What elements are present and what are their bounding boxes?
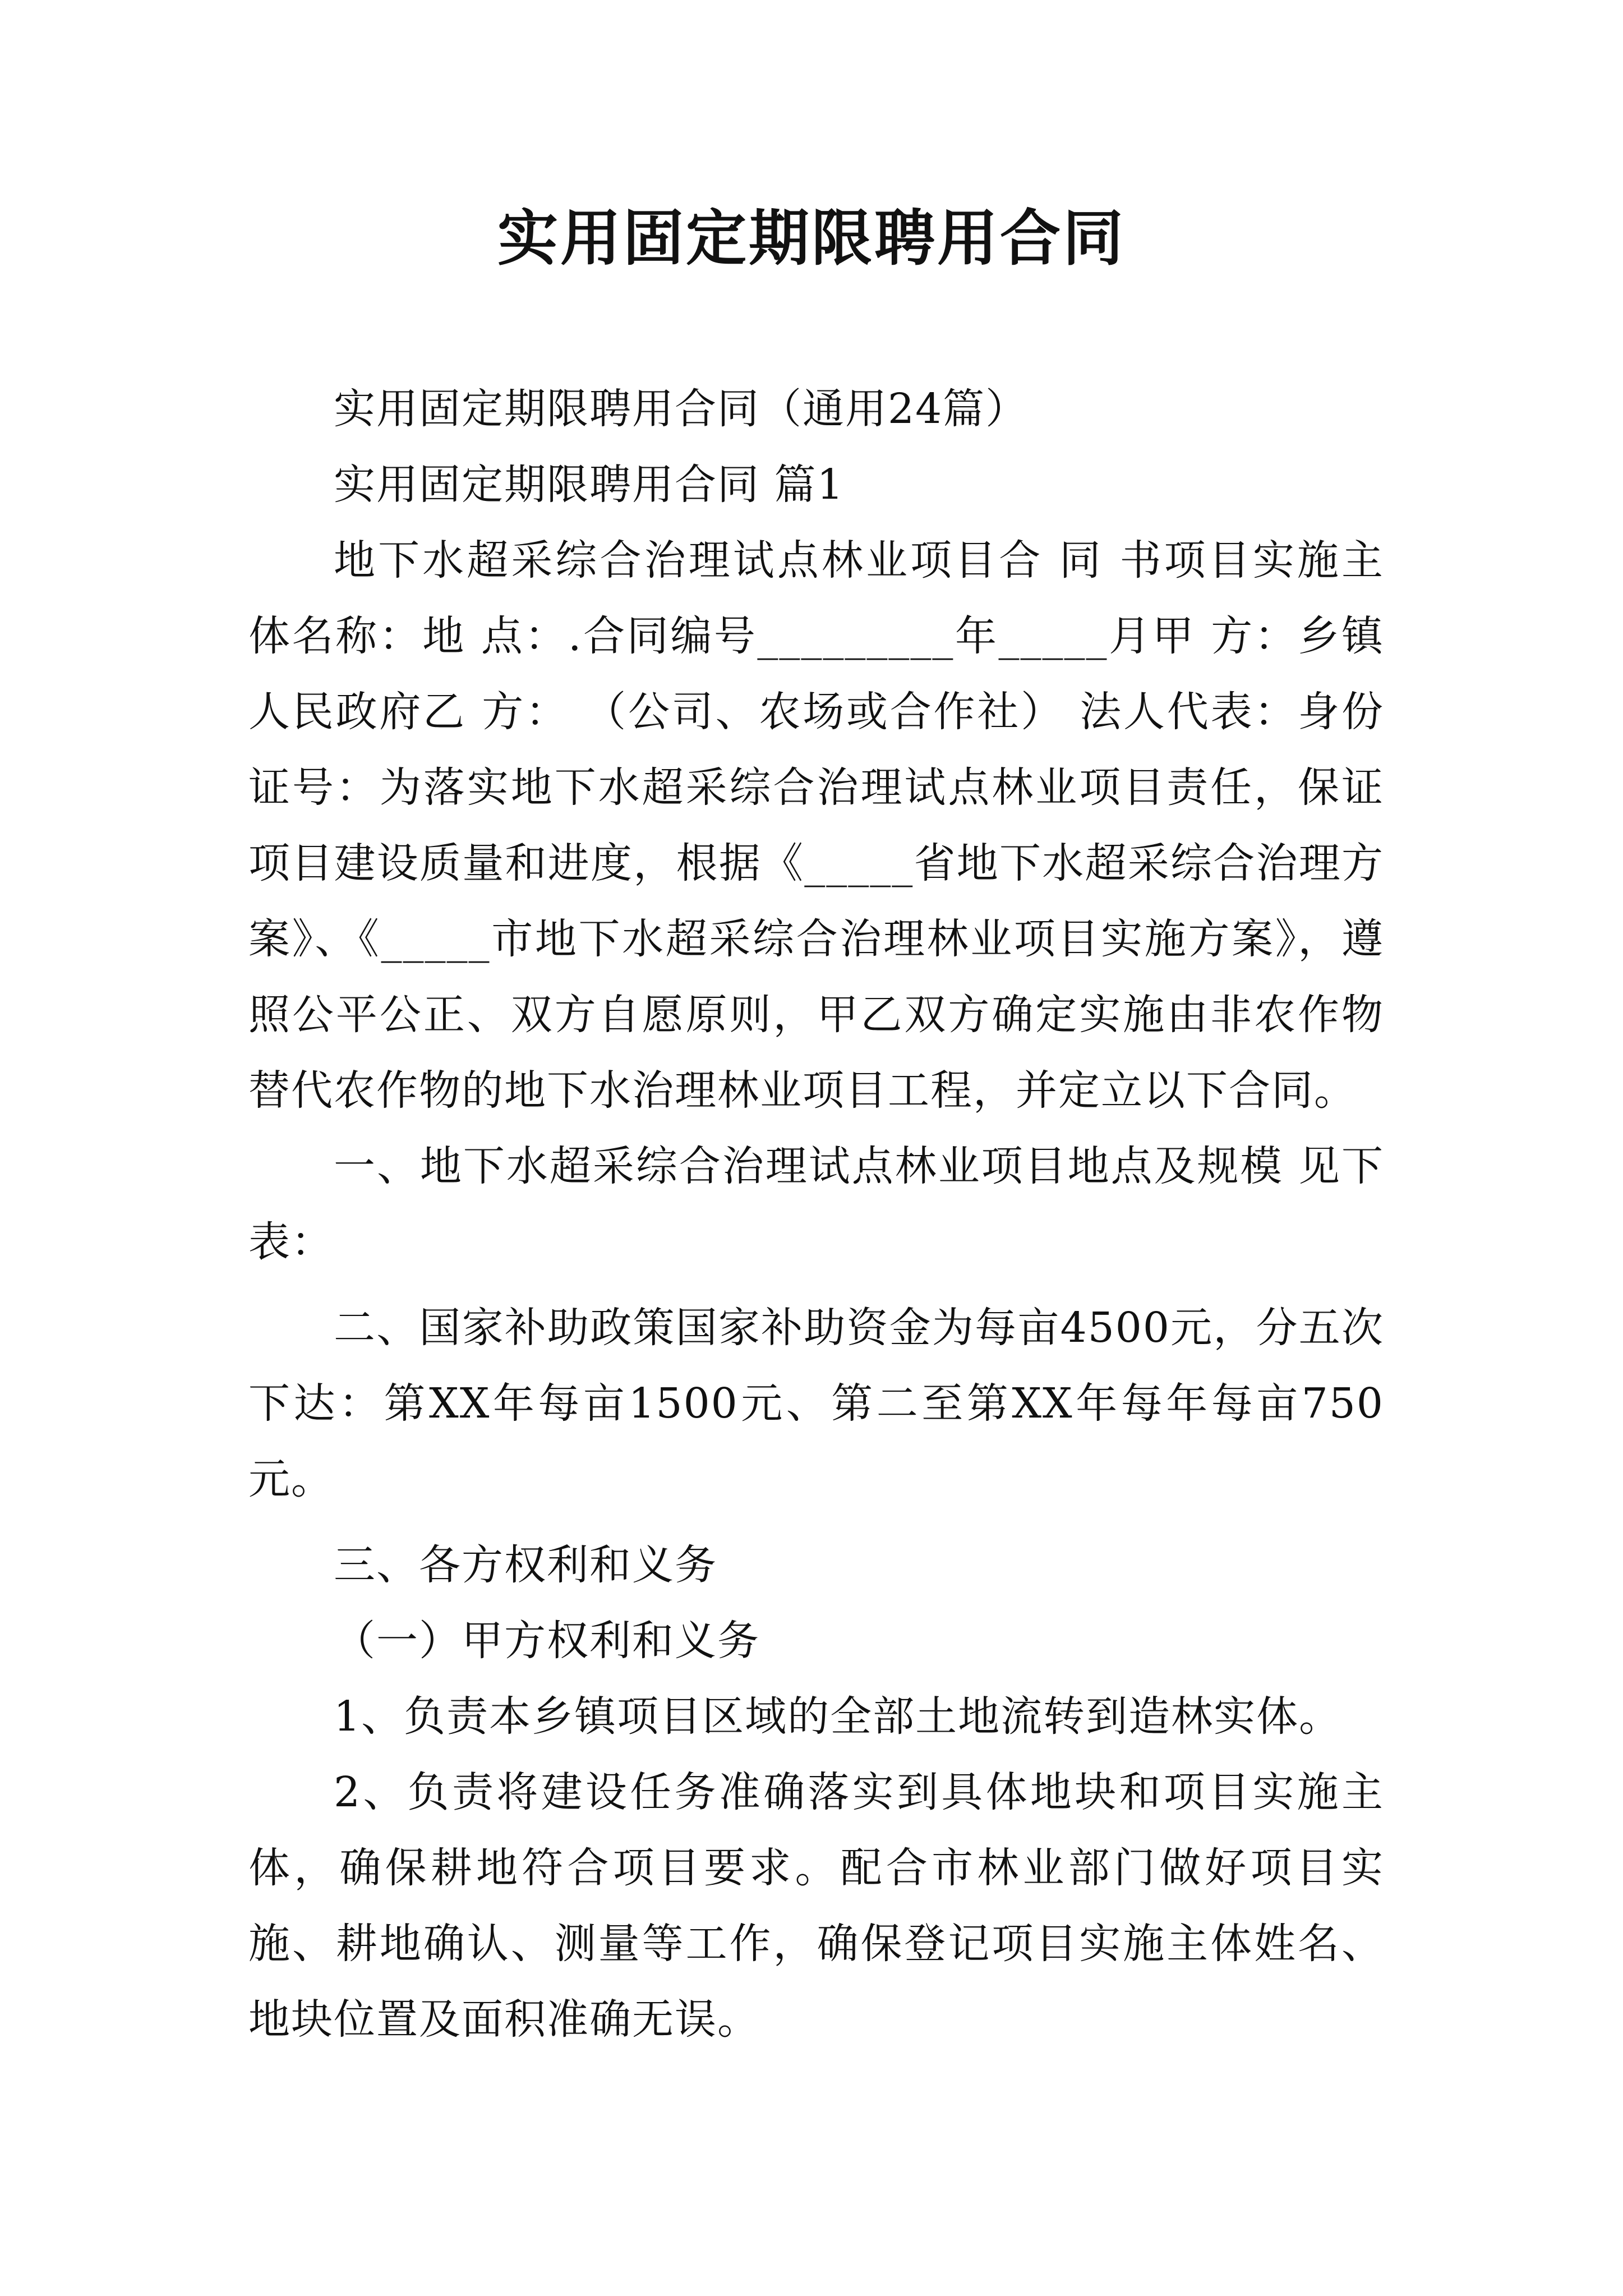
paragraph-item-1: 1、负责本乡镇项目区域的全部土地流转到造林实体。: [334, 1692, 1342, 1741]
paragraph-contract-intro: 地下水超采综合治理试点林业项目合 同 书项目实施主体名称：地 点：.合同编号_________年_____月甲 方：乡镇人民政府乙 方： （公司、农场或合作社） 法人代表：身份证号：为落实地下水超采综合治理试点林业项目责任，保证项目建设质量和进度，根据《_____省地下水超采综合治理方案》、《_____市地下水超采综合治理林业项目实施方案》，遵照公平公正、双方自愿原则，甲乙双方确定实施由非农作物替代农作物的地下水治理林业项目工程，并定立以下合同。: [248, 536, 1384, 1115]
document-body: [248, 371, 1384, 2058]
document-title: 实用固定期限聘用合同: [497, 203, 1126, 274]
paragraph-clause-3: 三、各方权利和义务: [334, 1541, 717, 1589]
paragraph-subtitle: 实用固定期限聘用合同（通用24篇）: [334, 385, 1029, 433]
paragraph-section-heading: 实用固定期限聘用合同 篇1: [334, 461, 845, 509]
paragraph-clause-2: 二、国家补助政策国家补助资金为每亩4500元，分五次下达：第XX年每亩1500元、第二至第XX年每年每亩750元。: [248, 1304, 1384, 1503]
paragraph-clause-1: 一、地下水超采综合治理试点林业项目地点及规模 见下表：: [248, 1142, 1384, 1266]
paragraph-clause-3-1: （一）甲方权利和义务: [334, 1617, 760, 1665]
paragraph-item-2: 2、负责将建设任务准确落实到具体地块和项目实施主体，确保耕地符合项目要求。配合市林业部门做好项目实施、耕地确认、测量等工作，确保登记项目实施主体姓名、地块位置及面积准确无误。: [248, 1768, 1384, 2044]
